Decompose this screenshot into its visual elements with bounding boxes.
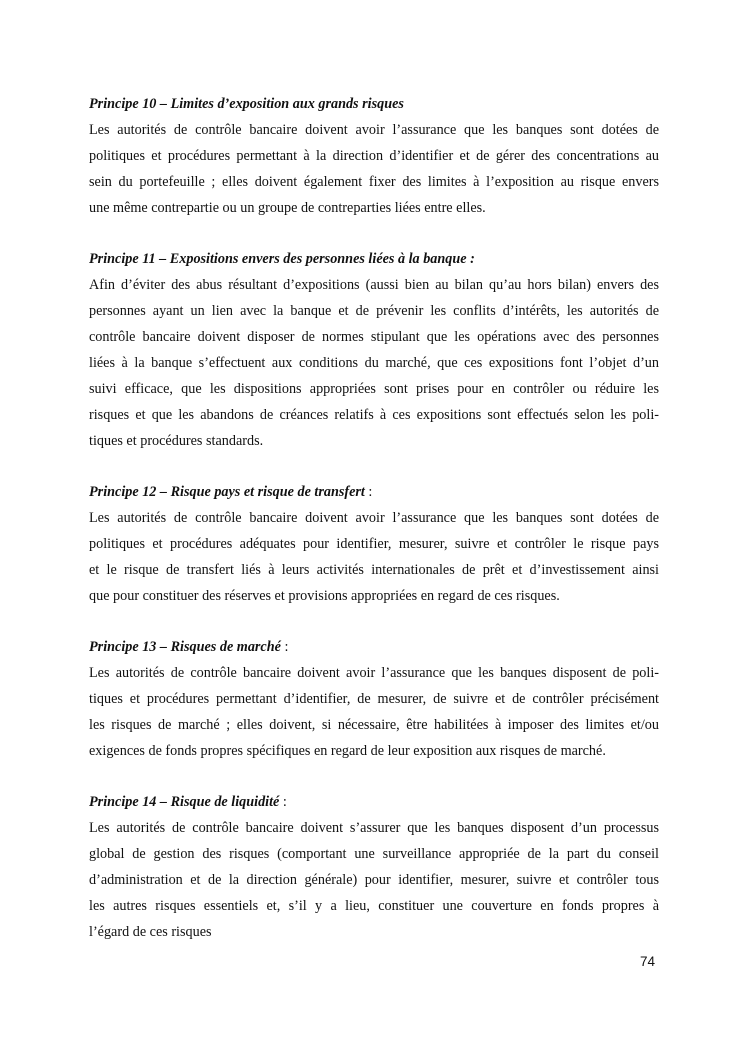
body-line: personnes ayant un lien avec la banque et de prévenir les conflits d’intérêts, les autorités de <box>89 303 659 319</box>
section-heading <box>89 789 659 815</box>
body-line: liées à la banque s’effectuent aux conditions du marché, que ces expositions font l’objet d’un <box>89 355 659 371</box>
section-title: Principe 14 – Risque de liquidité <box>89 794 280 810</box>
section-title: Principe 10 – Limites d’exposition aux grands risques <box>89 96 404 112</box>
body-line: et le risque de transfert liés à leurs activités internationales de prêt et d’investissement ainsi <box>89 562 659 578</box>
section-title: Principe 12 – Risque pays et risque de transfert <box>89 484 365 500</box>
body-line: politiques et procédures permettant à la direction d’identifier et de gérer des concentrations au <box>89 148 659 164</box>
principle-13-section <box>89 634 659 764</box>
principle-11-section <box>89 246 659 454</box>
body-line: sein du portefeuille ; elles doivent également fixer des limites à l’exposition au risque envers <box>89 174 659 190</box>
principle-12-section <box>89 479 659 609</box>
page-number: 74 <box>639 954 655 969</box>
body-line: l’égard de ces risques <box>89 924 212 940</box>
body-line: risques et que les abandons de créances relatifs à ces expositions sont effectués selon les poli- <box>89 407 659 423</box>
section-title: Principe 11 – Expositions envers des personnes liées à la banque : <box>89 251 475 267</box>
section-heading <box>89 246 659 272</box>
body-line: une même contrepartie ou un groupe de contreparties liées entre elles. <box>89 200 486 216</box>
section-title-suffix: : <box>364 484 373 500</box>
body-line: que pour constituer des réserves et provisions appropriées en regard de ces risques. <box>89 588 560 604</box>
body-line: Les autorités de contrôle bancaire doivent avoir l’assurance que les banques disposent de poli- <box>89 665 659 681</box>
body-line: contrôle bancaire doivent disposer de normes stipulant que les opérations avec des personnes <box>89 329 659 345</box>
body-line: suivi efficace, que les dispositions appropriées sont prises pour en contrôler ou réduire les <box>89 381 659 397</box>
section-heading <box>89 634 659 660</box>
body-line: tiques et procédures standards. <box>89 433 264 449</box>
section-title: Principe 13 – Risques de marché <box>89 639 281 655</box>
section-heading <box>89 479 659 505</box>
section-title-suffix: : <box>279 794 287 810</box>
body-line: Les autorités de contrôle bancaire doivent avoir l’assurance que les banques sont dotées de <box>89 122 659 138</box>
section-title-suffix: : <box>280 639 289 655</box>
body-line: Les autorités de contrôle bancaire doivent avoir l’assurance que les banques sont dotées de <box>89 510 659 526</box>
body-line: Les autorités de contrôle bancaire doivent s’assurer que les banques disposent d’un processus <box>89 820 659 836</box>
body-line: exigences de fonds propres spécifiques en regard de leur exposition aux risques de marché. <box>89 743 606 759</box>
body-line: tiques et procédures permettant d’identifier, de mesurer, de suivre et de contrôler précisément <box>89 691 659 707</box>
principle-10-section <box>89 91 659 221</box>
body-line: politiques et procédures adéquates pour identifier, mesurer, suivre et contrôler le risque pays <box>89 536 659 552</box>
principle-14-section <box>89 789 659 945</box>
section-heading <box>89 91 659 117</box>
body-line: les autres risques essentiels et, s’il y a lieu, constituer une couverture en fonds propres à <box>89 898 659 914</box>
document-page <box>89 91 659 970</box>
body-line: les risques de marché ; elles doivent, si nécessaire, être habilitées à imposer des limites et/ou <box>89 717 659 733</box>
body-line: Afin d’éviter des abus résultant d’expositions (aussi bien au bilan qu’au hors bilan) envers des <box>89 277 659 293</box>
body-line: d’administration et de la direction générale) pour identifier, mesurer, suivre et contrôler tous <box>89 872 659 888</box>
body-line: global de gestion des risques (comportant une surveillance appropriée de la part du conseil <box>89 846 659 862</box>
